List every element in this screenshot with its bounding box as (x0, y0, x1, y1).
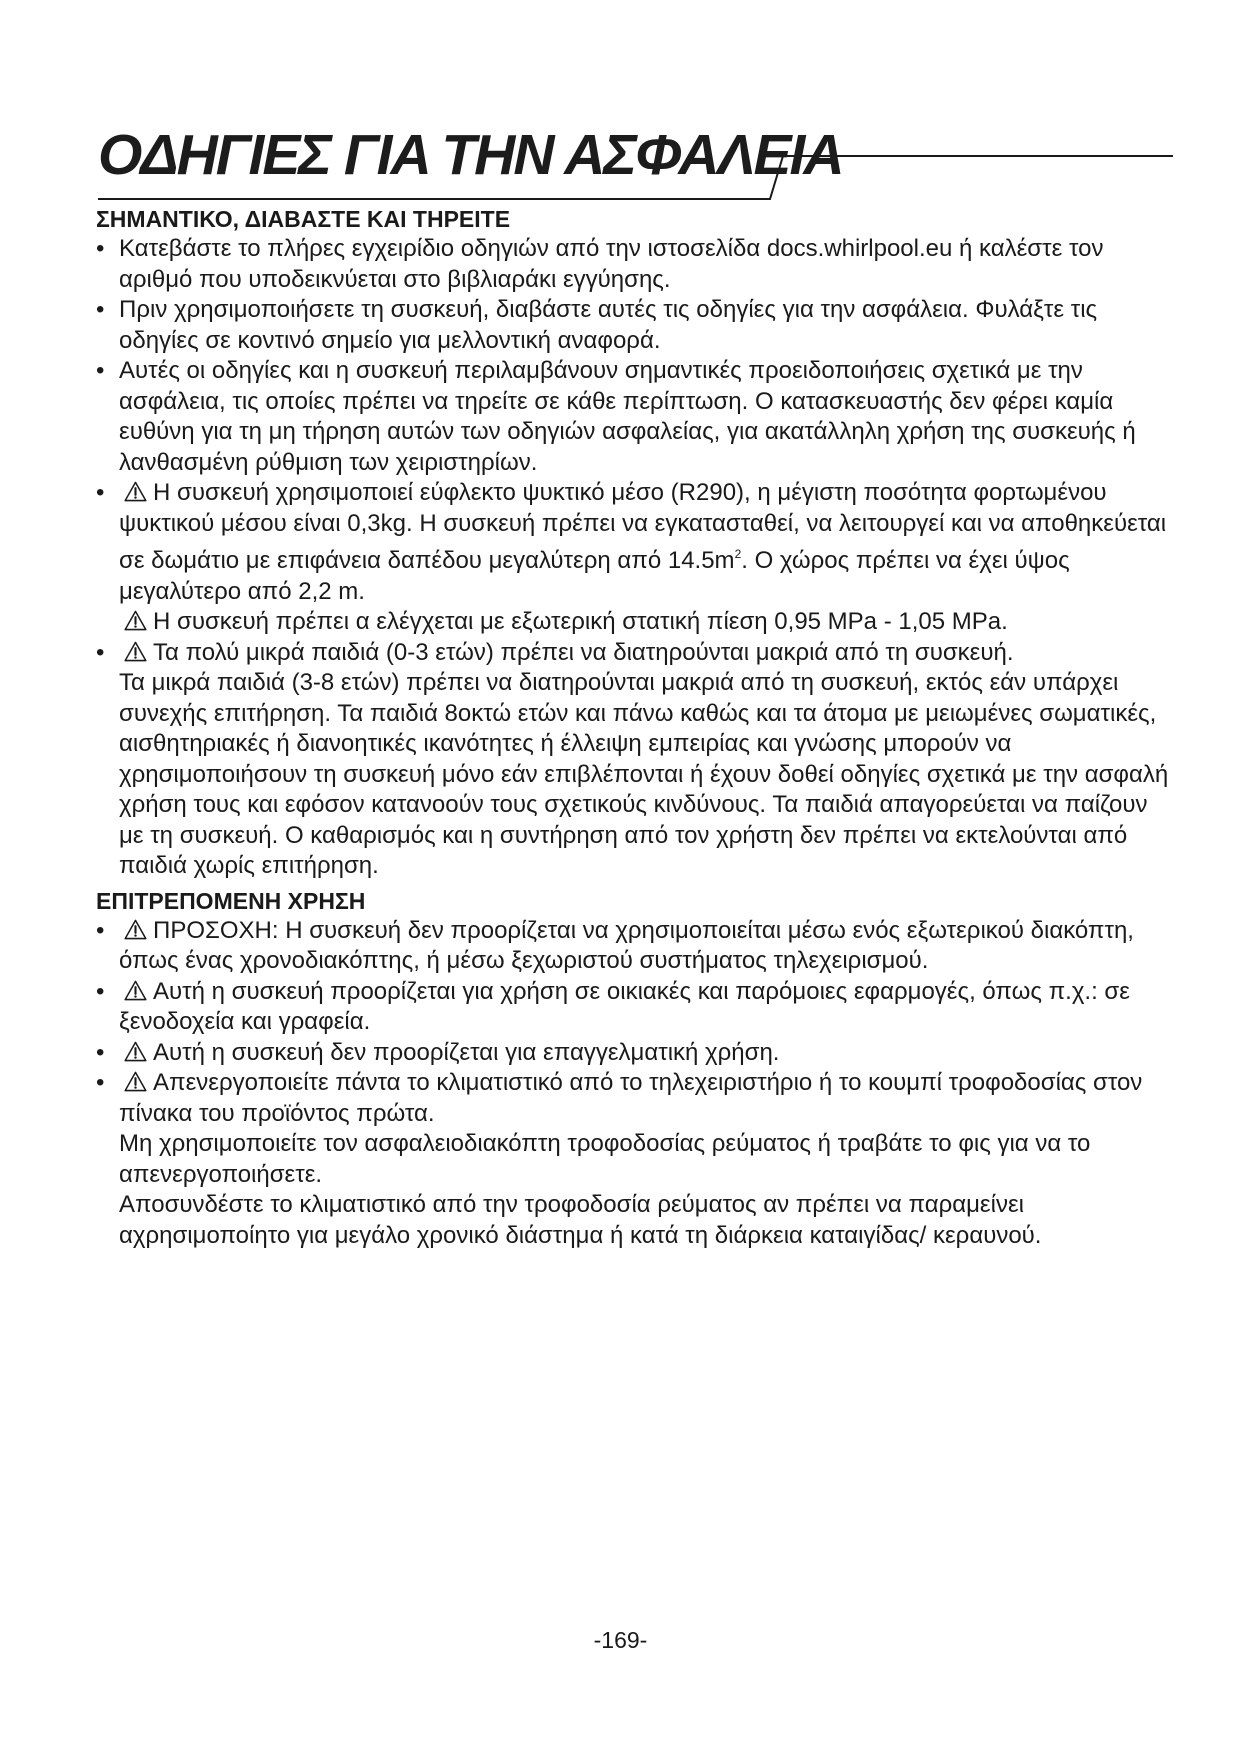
bullet-text: Τα πολύ μικρά παιδιά (0-3 ετών) πρέπει να διατηρούνται μακριά από τη συσκευή. (153, 638, 1014, 666)
bullet-dot: • (96, 916, 105, 944)
warning-icon (124, 1071, 147, 1092)
important-list (96, 234, 1176, 882)
list-item (96, 916, 1176, 977)
warning-icon (124, 481, 147, 502)
bullet-text: Η συσκευή χρησιμοποιεί εύφλεκτο ψυκτικό μέσο (R290), η μέγιστη ποσότητα φορτωμένου ψυκτικού μέσου είναι 0,3kg. Η συσκευή πρέπει να εγκατασταθεί, να λειτουργεί και να αποθηκεύεται σε δωμάτιο με επιφάνεια δαπέδου μεγαλύτερη από 14.5m (119, 479, 1167, 574)
bullet-dot: • (96, 1038, 105, 1066)
warning-icon (124, 919, 147, 940)
bullet-dot: • (96, 479, 105, 506)
bullet-text: Κατεβάστε το πλήρες εγχειρίδιο οδηγιών από την ιστοσελίδα docs.whirlpool.eu ή καλέστε τον αριθμό που υποδεικνύεται στο βιβλιαράκι εγγύησης. (119, 235, 1104, 293)
list-item (96, 638, 1176, 882)
bullet-dot: • (96, 1069, 105, 1096)
bullet-text: Απενεργοποιείτε πάντα το κλιματιστικό από το τηλεχειριστήριο ή το κουμπί τροφοδοσίας στον πίνακα του προϊόντος πρώτα. (119, 1069, 1143, 1127)
bullet-text: Μη χρησιμοποιείτε τον ασφαλειοδιακόπτη τροφοδοσίας ρεύματος ή τραβάτε το φις για να το απενεργοποιήσετε. (119, 1130, 1091, 1188)
warning-icon (124, 1041, 147, 1062)
permitted-use-list (96, 916, 1176, 1252)
bullet-text: Αυτή η συσκευή προορίζεται για χρήση σε οικιακές και παρόμοιες εφαρμογές, όπως π.χ.: σε ξενοδοχεία και γραφεία. (119, 977, 1130, 1035)
bullet-text: Τα μικρά παιδιά (3-8 ετών) πρέπει να διατηρούνται μακριά από τη συσκευή, εκτός εάν υπάρχει συνεχής επιτήρηση. Τα παιδιά 8οκτώ ετών και πάνω καθώς και τα άτομα με μειωμένες σωματικές, αισθητηριακές ή διανοητικές ικανότητες ή έλλειψη εμπειρίας και γνώσης μπορούν να χρησιμοποιήσουν τη συσκευή μόνο εάν επιβλέπονται ή έχουν δοθεί οδηγίες σχετικά με την ασφαλή χρήση τους και εφόσον κατανοούν τους σχετικούς κινδύνους. Τα παιδιά απαγορεύεται να παίζουν με τη συσκευή. Ο καθαρισμός και η συντήρηση από τον χρήστη δεν πρέπει να εκτελούνται από παιδιά χωρίς επιτήρηση. (119, 669, 1169, 879)
warning-icon (124, 641, 147, 662)
bullet-dot: • (96, 638, 105, 666)
professional-paragraph (119, 1038, 1176, 1069)
section-heading-permitted-use: ΕΠΙΤΡΕΠΟΜΕΝΗ ΧΡΗΣΗ (96, 887, 366, 914)
superscript: 2 (734, 547, 742, 561)
refrigerant-paragraph (119, 478, 1176, 607)
list-item (96, 356, 1176, 478)
bullet-text: . Ο χώρος πρέπει να έχει ύψος μεγαλύτερο από 2,2 m. (119, 547, 1070, 605)
pressure-paragraph (119, 607, 1176, 638)
bullet-text: Αυτές οι οδηγίες και η συσκευή περιλαμβάνουν σημαντικές προειδοποιήσεις σχετικά με την ασφάλεια, τις οποίες πρέπει να τηρείτε σε κάθε περίπτωση. Ο κατασκευαστής δεν φέρει καμία ευθύνη για τη μη τήρηση αυτών των οδηγιών ασφαλείας, για ακατάλληλη χρήση της συσκευής ή λανθασμένη ρύθμιση των χειριστηρίων. (119, 357, 1136, 476)
list-item (96, 295, 1176, 356)
warning-icon (124, 980, 147, 1001)
bullet-text: Αυτή η συσκευή δεν προορίζεται για επαγγελματική χρήση. (153, 1038, 780, 1066)
list-item (96, 977, 1176, 1038)
list-item (96, 478, 1176, 638)
bullet-text: ΠΡΟΣΟΧΗ: Η συσκευή δεν προορίζεται να χρησιμοποιείται μέσω ενός εξωτερικού διακόπτη, όπως ένας χρονοδιακόπτης, ή μέσω ξεχωριστού συστήματος τηλεχειρισμού. (119, 916, 1134, 974)
switch-off-paragraph (119, 1068, 1176, 1129)
safety-content (96, 204, 1176, 1251)
bullet-dot: • (96, 296, 105, 323)
bullet-text: Πριν χρησιμοποιήσετε τη συσκευή, διαβάστε αυτές τις οδηγίες για την ασφάλεια. Φυλάξτε τις οδηγίες σε κοντινό σημείο για μελλοντική αναφορά. (119, 296, 1098, 354)
bullet-dot: • (96, 357, 105, 384)
bullet-text: Η συσκευή πρέπει α ελέγχεται με εξωτερική στατική πίεση 0,95 MPa - 1,05 MPa. (153, 608, 1008, 635)
children-paragraph (119, 638, 1176, 669)
page-number: -169- (593, 1627, 648, 1653)
bullet-dot: • (96, 235, 105, 262)
page-title: ΟΔΗΓΙΕΣ ΓΙΑ ΤΗΝ ΑΣΦΑΛΕΙΑ (98, 123, 843, 187)
list-item (96, 234, 1176, 295)
bullet-dot: • (96, 977, 105, 1005)
warning-icon (124, 610, 147, 631)
caution-paragraph (119, 916, 1176, 977)
bullet-text: Αποσυνδέστε το κλιματιστικό από την τροφοδοσία ρεύματος αν πρέπει να παραμείνει αχρησιμοποίητο για μεγάλο χρονικό διάστημα ή κατά τη διάρκεια καταιγίδας/ κεραυνού. (119, 1191, 1042, 1249)
household-paragraph (119, 977, 1176, 1038)
section-heading-important: ΣΗΜΑΝΤΙΚΟ, ΔΙΑΒΑΣΤΕ ΚΑΙ ΤΗΡΕΙΤΕ (96, 206, 511, 232)
title-row (98, 120, 1173, 202)
list-item (96, 1068, 1176, 1251)
list-item (96, 1038, 1176, 1069)
